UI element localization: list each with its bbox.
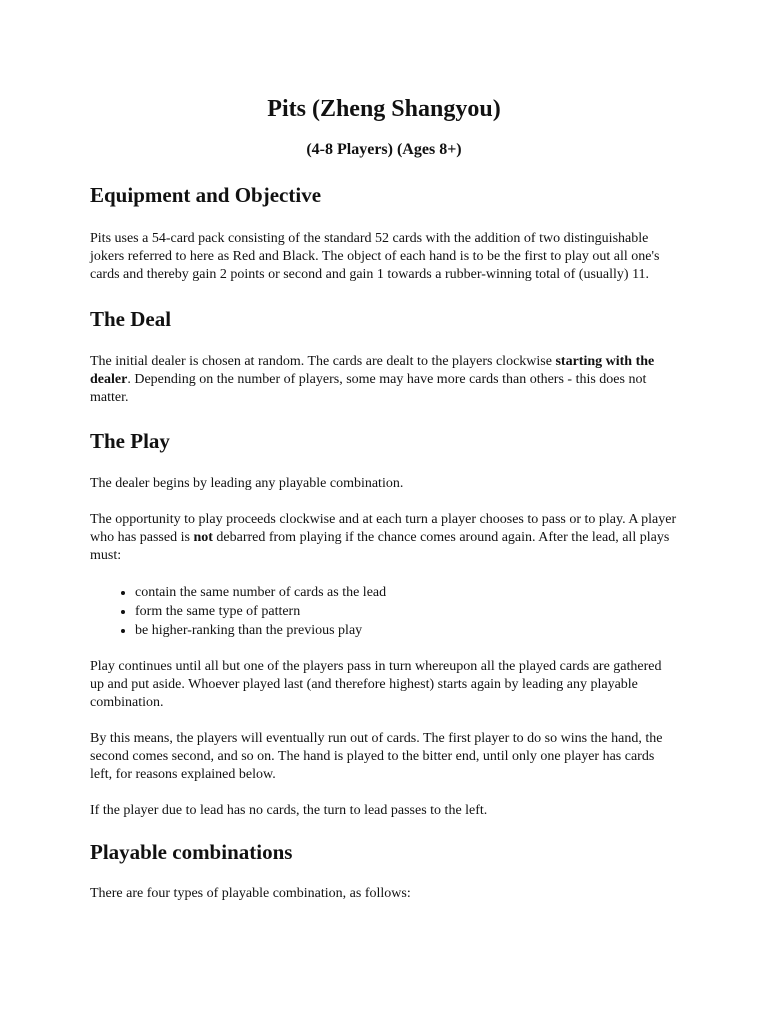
deal-bold-text: starting with the dealer [90,354,655,387]
heading-the-play: The Play [90,429,170,453]
paragraph-equipment: Pits uses a 54-card pack consisting of the standard 52 cards with the addition of two distinguishable jokers referred to here as Red and Black. The object of each hand is to be the first to play out all one's cards and thereby gain 2 points or second and gain 1 towards a rubber-winning total of (usually) 11. [90,231,660,282]
list-item: • be higher-ranking than the previous play [135,622,678,640]
play-text-start: The opportunity to play proceeds clockwise and at each turn a player chooses to pass or to play. A player who has passed is [90,512,677,545]
paragraph-play-2 [90,511,678,565]
heading-equipment-objective: Equipment and Objective [90,183,322,207]
paragraph-play-1: The dealer begins by leading any playable combination. [90,476,404,491]
heading-the-deal: The Deal [90,307,172,331]
paragraph-deal [90,353,678,407]
play-rules-list [90,584,678,640]
play-bold-text: not [193,530,213,545]
deal-text-start: The initial dealer is chosen at random. The cards are dealt to the players clockwise [90,354,556,369]
document-title: Pits (Zheng Shangyou) [267,96,501,122]
paragraph-play-5: If the player due to lead has no cards, the turn to lead passes to the left. [90,803,488,818]
document-subtitle: (4-8 Players) (Ages 8+) [306,141,462,158]
paragraph-combinations: There are four types of playable combination, as follows: [90,886,411,901]
paragraph-play-4: By this means, the players will eventually run out of cards. The first player to do so wins the hand, the second comes second, and so on. The hand is played to the bitter end, until only one player has cards left, for reasons explained below. [90,731,663,782]
heading-playable-combinations: Playable combinations [90,840,293,864]
play-text-end: debarred from playing if the chance comes around again. After the lead, all plays must: [90,530,670,563]
paragraph-play-3: Play continues until all but one of the players pass in turn whereupon all the played cards are gathered up and put aside. Whoever played last (and therefore highest) starts again by leading any playable combination. [90,659,662,710]
deal-text-end: . Depending on the number of players, some may have more cards than others - this does not matter. [90,372,647,405]
list-item: • contain the same number of cards as the lead [135,584,678,602]
list-item: • form the same type of pattern [135,603,678,621]
